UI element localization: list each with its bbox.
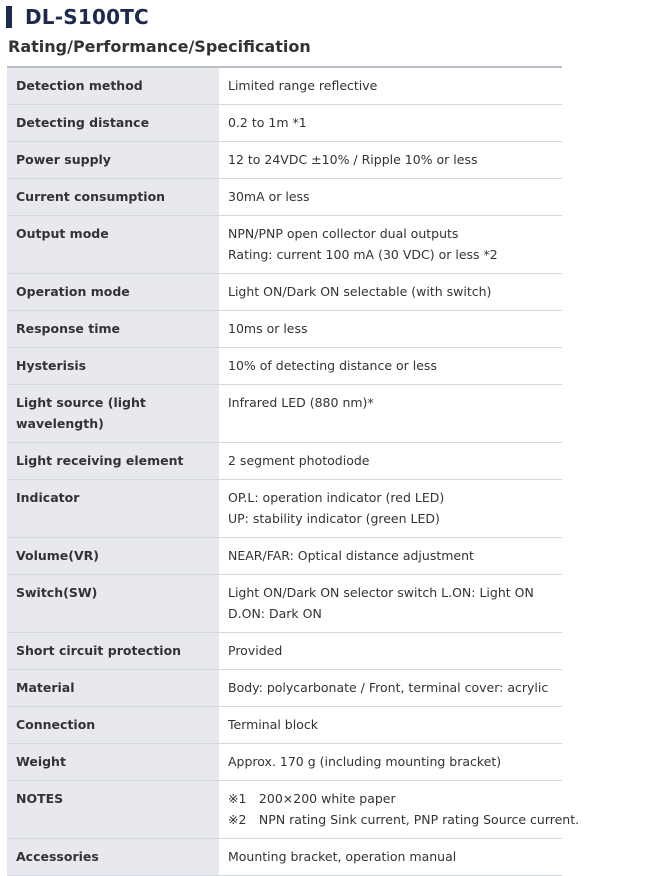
table-row xyxy=(7,67,562,105)
row-value xyxy=(219,575,562,633)
table-row xyxy=(7,633,562,670)
row-label: Detecting distance xyxy=(7,105,219,142)
row-value xyxy=(219,179,562,216)
table-row xyxy=(7,216,562,274)
row-label: Connection xyxy=(7,707,219,744)
row-value-line: ※1 200×200 white paper xyxy=(228,791,396,806)
row-value xyxy=(219,707,562,744)
row-label: Short circuit protection xyxy=(7,633,219,670)
row-value-line: Limited range reflective xyxy=(228,78,378,93)
row-label: Power supply xyxy=(7,142,219,179)
row-value xyxy=(219,105,562,142)
row-value-line: D.ON: Dark ON xyxy=(228,606,322,621)
table-row xyxy=(7,179,562,216)
row-value-line: Light ON/Dark ON selector switch L.ON: Light ON xyxy=(228,585,534,600)
row-label: Switch(SW) xyxy=(7,575,219,633)
table-row xyxy=(7,781,562,839)
row-label: Volume(VR) xyxy=(7,538,219,575)
row-value-line: Terminal block xyxy=(228,717,318,732)
table-row xyxy=(7,274,562,311)
row-label: Response time xyxy=(7,311,219,348)
row-value-line: Infrared LED (880 nm)* xyxy=(228,395,374,410)
row-value-line: NPN/PNP open collector dual outputs xyxy=(228,226,459,241)
row-label: Hysterisis xyxy=(7,348,219,385)
table-row xyxy=(7,744,562,781)
row-label: Output mode xyxy=(7,216,219,274)
row-label: Operation mode xyxy=(7,274,219,311)
row-value-line: 2 segment photodiode xyxy=(228,453,370,468)
row-label: Light receiving element xyxy=(7,443,219,480)
row-value xyxy=(219,443,562,480)
row-value-line: 30mA or less xyxy=(228,189,310,204)
table-row xyxy=(7,348,562,385)
table-row xyxy=(7,839,562,876)
row-value-line: Light ON/Dark ON selectable (with switch) xyxy=(228,284,492,299)
table-row xyxy=(7,105,562,142)
row-value xyxy=(219,480,562,538)
page-title: DL-S100TC xyxy=(25,5,149,29)
row-value-line: 0.2 to 1m *1 xyxy=(228,115,307,130)
row-label: Detection method xyxy=(7,67,219,105)
spec-table xyxy=(7,66,580,876)
row-value xyxy=(219,538,562,575)
row-value-line: ※2 NPN rating Sink current, PNP rating Source current. xyxy=(228,812,580,827)
table-row xyxy=(7,311,562,348)
row-value-line: 10ms or less xyxy=(228,321,308,336)
row-value xyxy=(219,385,562,443)
row-value xyxy=(219,67,562,105)
title-accent-bar xyxy=(6,6,12,28)
table-row xyxy=(7,575,562,633)
row-label: Weight xyxy=(7,744,219,781)
row-label: Accessories xyxy=(7,839,219,876)
table-row xyxy=(7,142,562,179)
table-row xyxy=(7,670,562,707)
row-value-line: 12 to 24VDC ±10% / Ripple 10% or less xyxy=(228,152,478,167)
row-value-line: Approx. 170 g (including mounting bracket) xyxy=(228,754,502,769)
row-value xyxy=(219,670,562,707)
row-value xyxy=(219,839,562,876)
row-label: Current consumption xyxy=(7,179,219,216)
row-value-line: Rating: current 100 mA (30 VDC) or less *2 xyxy=(228,247,498,262)
row-value xyxy=(219,744,562,781)
page-header xyxy=(6,4,149,30)
table-row xyxy=(7,538,562,575)
table-row xyxy=(7,707,562,744)
row-label: Indicator xyxy=(7,480,219,538)
row-value-line: Mounting bracket, operation manual xyxy=(228,849,457,864)
row-label: Light source (light wavelength) xyxy=(7,385,219,443)
row-value xyxy=(219,216,562,274)
row-value xyxy=(219,781,580,839)
table-row xyxy=(7,480,562,538)
row-value-line: UP: stability indicator (green LED) xyxy=(228,511,440,526)
row-value-line: 10% of detecting distance or less xyxy=(228,358,437,373)
row-value xyxy=(219,142,562,179)
row-label: NOTES xyxy=(7,781,219,839)
row-value-line: Body: polycarbonate / Front, terminal cover: acrylic xyxy=(228,680,549,695)
row-value xyxy=(219,311,562,348)
row-value xyxy=(219,348,562,385)
row-value-line: Provided xyxy=(228,643,283,658)
row-value xyxy=(219,633,562,670)
row-label: Material xyxy=(7,670,219,707)
table-row xyxy=(7,443,562,480)
spec-table-body xyxy=(7,67,580,876)
row-value xyxy=(219,274,562,311)
section-subtitle: Rating/Performance/Specification xyxy=(8,37,311,56)
row-value-line: OP.L: operation indicator (red LED) xyxy=(228,490,445,505)
table-row xyxy=(7,385,562,443)
row-value-line: NEAR/FAR: Optical distance adjustment xyxy=(228,548,474,563)
